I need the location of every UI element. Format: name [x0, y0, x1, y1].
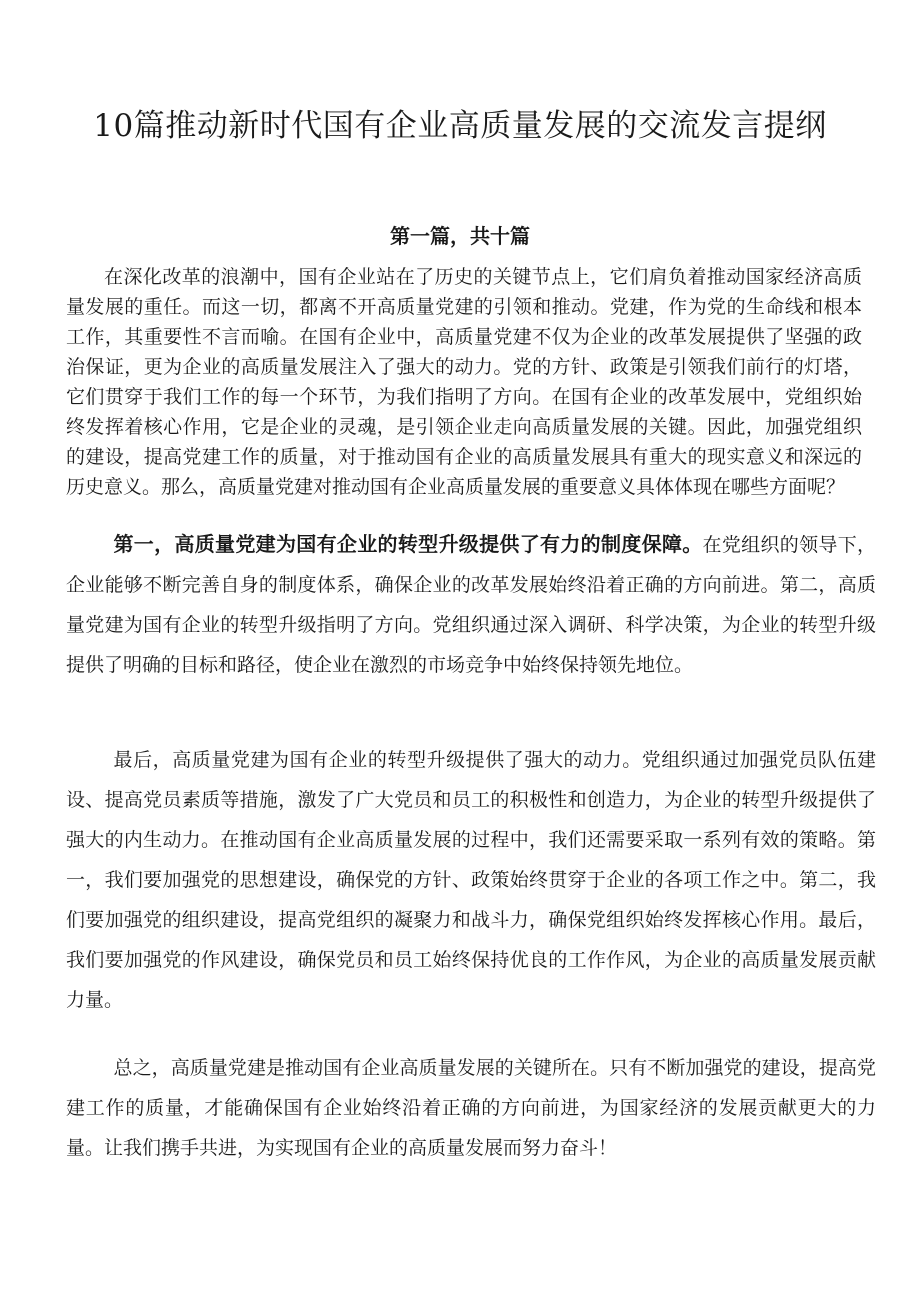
paragraph-body-text: 在党组织的领导下，企业能够不断完善自身的制度体系，确保企业的改革发展始终沿着正确的方向前进。第二，高质量党建为国有企业的转型升级指明了方向。党组织通过深入调研、科学决策，为企业的转型升级提供了明确的目标和路径，使企业在激烈的市场竞争中始终保持领先地位。	[66, 534, 876, 676]
document-title: 10篇推动新时代国有企业高质量发展的交流发言提纲	[93, 108, 827, 144]
paragraph-first-point	[66, 524, 876, 685]
paragraph-strategies: 最后，高质量党建为国有企业的转型升级提供了强大的动力。党组织通过加强党员队伍建设、提高党员素质等措施，激发了广大党员和员工的积极性和创造力，为企业的转型升级提供了强大的内生动力。在推动国有企业高质量发展的过程中，我们还需要采取一系列有效的策略。第一，我们要加强党的思想建设，确保党的方针、政策始终贯穿于企业的各项工作之中。第二，我们要加强党的组织建设，提高党组织的凝聚力和战斗力，确保党组织始终发挥核心作用。最后，我们要加强党的作风建设，确保党员和员工始终保持优良的工作作风，为企业的高质量发展贡献力量。	[66, 749, 876, 1011]
paragraph-conclusion: 总之，高质量党建是推动国有企业高质量发展的关键所在。只有不断加强党的建设，提高党建工作的质量，才能确保国有企业始终沿着正确的方向前进，为国家经济的发展贡献更大的力量。让我们携手共进，为实现国有企业的高质量发展而努力奋斗！	[66, 1057, 876, 1159]
paragraph-lead-sentence: 第一，高质量党建为国有企业的转型升级提供了有力的制度保障。	[113, 532, 703, 556]
section-heading: 第一篇，共十篇	[390, 224, 530, 248]
intro-paragraph: 在深化改革的浪潮中，国有企业站在了历史的关键节点上，它们肩负着推动国家经济高质量发展的重任。而这一切，都离不开高质量党建的引领和推动。党建，作为党的生命线和根本工作，其重要性不言而喻。在国有企业中，高质量党建不仅为企业的改革发展提供了坚强的政治保证，更为企业的高质量发展注入了强大的动力。党的方针、政策是引领我们前行的灯塔，它们贯穿于我们工作的每一个环节，为我们指明了方向。在国有企业的改革发展中，党组织始终发挥着核心作用，它是企业的灵魂，是引领企业走向高质量发展的关键。因此，加强党组织的建设，提高党建工作的质量，对于推动国有企业的高质量发展具有重大的现实意义和深远的历史意义。那么，高质量党建对推动国有企业高质量发展的重要意义具体体现在哪些方面呢？	[66, 266, 862, 498]
